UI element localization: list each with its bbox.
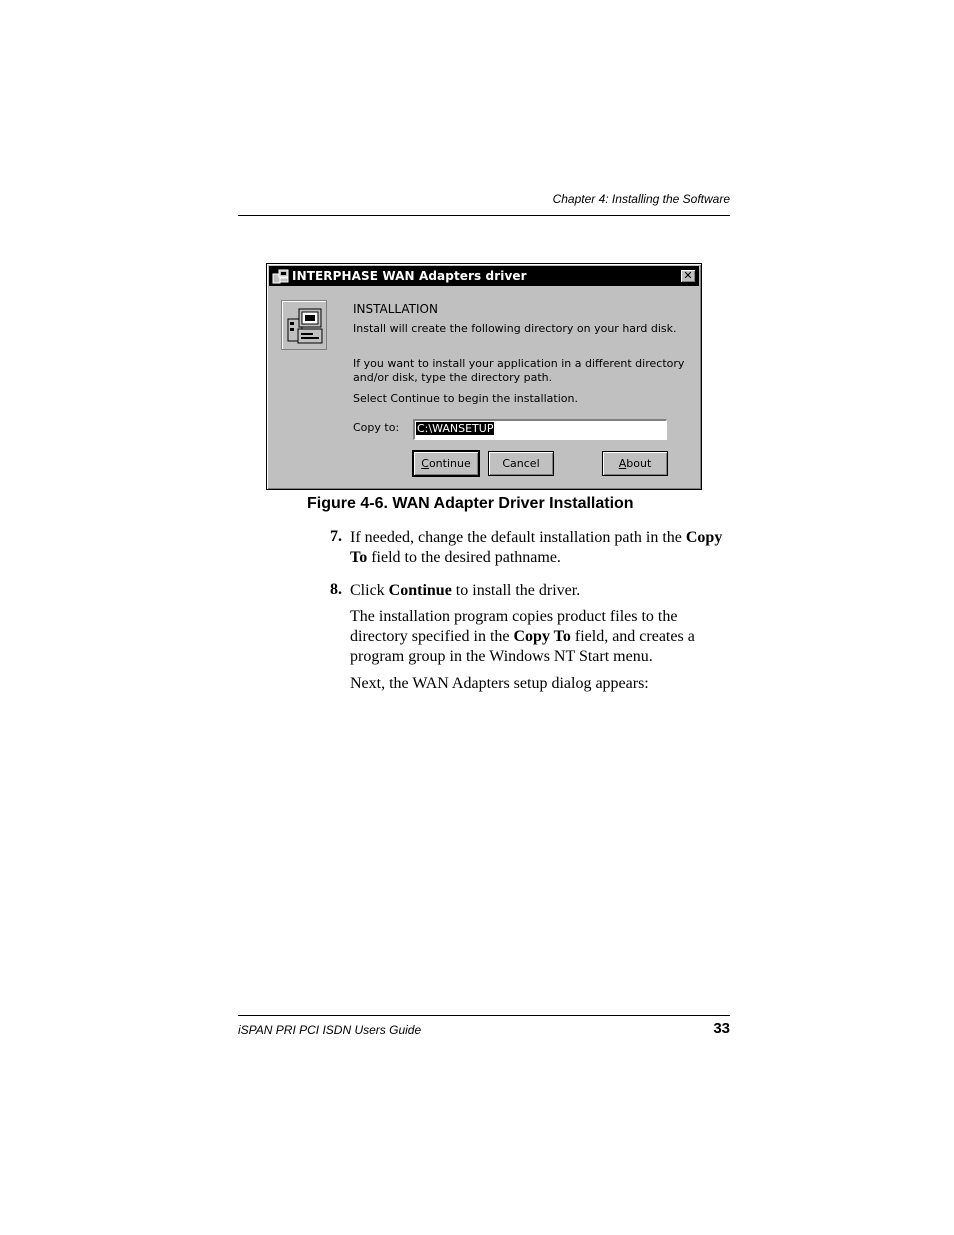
about-button[interactable] [602, 451, 668, 476]
info-line-3: and/or disk, type the directory path. [353, 371, 553, 384]
step-8-number: 8. [330, 581, 342, 598]
page-number: 33 [713, 1020, 730, 1037]
next-paragraph: Next, the WAN Adapters setup dialog appears: [350, 675, 649, 692]
setup-app-icon [272, 268, 290, 284]
dialog-title: INTERPHASE WAN Adapters driver [292, 269, 527, 283]
continue-button[interactable] [413, 451, 479, 476]
title-bar[interactable] [269, 266, 699, 286]
step-7-text: If needed, change the default installation path in the Copy To field to the desired pathname. [350, 529, 723, 566]
running-header: Chapter 4: Installing the Software [552, 192, 730, 206]
result-paragraph: The installation program copies product files to the directory specified in the Copy To field, and creates a program group in the Windows NT Start menu. [350, 608, 695, 665]
cancel-button[interactable]: Cancel [488, 451, 554, 476]
copy-to-value: C:\WANSETUP [417, 422, 494, 435]
continue-label: ontinue [428, 457, 471, 470]
copy-to-input[interactable] [413, 419, 667, 440]
step-7-number: 7. [330, 528, 342, 545]
figure-caption: Figure 4-6. WAN Adapter Driver Installation [307, 495, 634, 512]
guide-title: iSPAN PRI PCI ISDN Users Guide [238, 1023, 422, 1037]
installer-dialog [266, 263, 702, 490]
about-label: bout [626, 457, 652, 470]
continue-accel: C [421, 457, 429, 470]
about-accel: A [618, 457, 627, 470]
step-8-text: Click Continue to install the driver. [350, 582, 581, 599]
info-line-2: If you want to install your application in a different directory [353, 357, 685, 370]
copy-to-label: Copy to: [353, 421, 400, 434]
close-icon: ✕ [683, 269, 693, 282]
close-button[interactable] [680, 269, 696, 283]
installation-heading: INSTALLATION [353, 302, 438, 316]
info-line-4: Select Continue to begin the installation. [353, 392, 578, 405]
setup-computer-icon [281, 300, 327, 350]
footer-rule [238, 1015, 730, 1016]
header-rule [238, 215, 730, 216]
info-line-1: Install will create the following directory on your hard disk. [353, 322, 677, 335]
